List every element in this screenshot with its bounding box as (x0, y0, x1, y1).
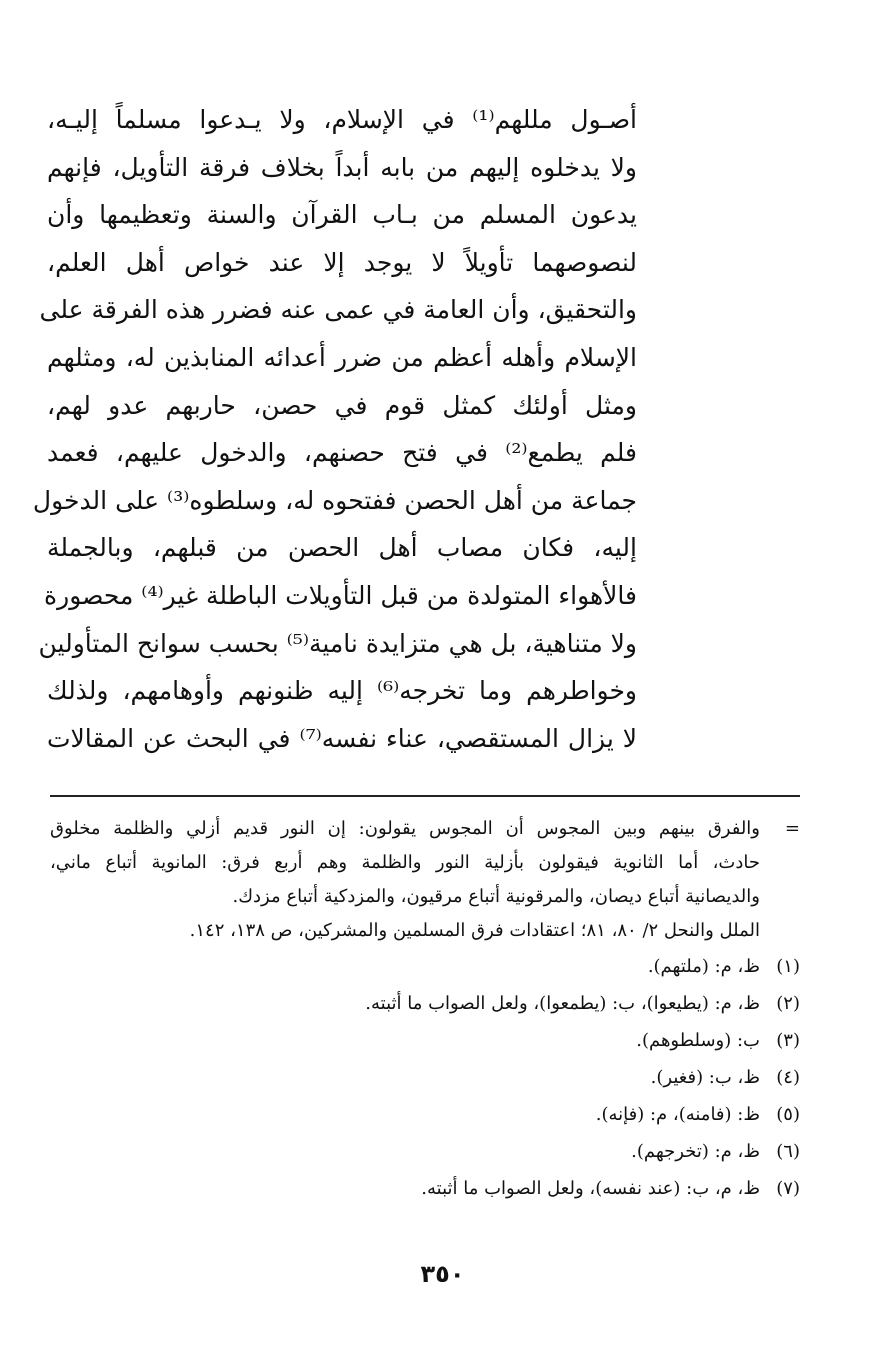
main-text-line: ولا متناهية، بل هي متزايدة نامية⁽⁵⁾ بحسب سوانح المتأولين (38, 628, 637, 658)
footnote-item (50, 985, 800, 1022)
footnote-continuation-line: والفرق بينهم وبين المجوس أن المجوس يقولون: إن النور قديم أزلي والظلمة مخلوق (50, 818, 760, 839)
main-text-line: الإسلام وأهله أعظم من ضرر أعدائه المنابذين له، ومثلهم (47, 342, 637, 372)
main-text-line: فالأهواء المتولدة من قبل التأويلات الباطلة غير⁽⁴⁾ محصورة (44, 580, 637, 610)
footnote-text: ظ، م: (تخرجهم). (631, 1141, 760, 1162)
footnote-item (50, 1133, 800, 1170)
main-text-line: يدعون المسلم من بـاب القرآن والسنة وتعظيمها وأن (47, 200, 637, 230)
footnote-number: (٤) (776, 1067, 800, 1088)
footnote-number: (٧) (776, 1178, 800, 1199)
footnote-text: ظ: (فامنه)، م: (فإنه). (595, 1104, 760, 1125)
footnote-item (50, 948, 800, 985)
main-text-block (32, 96, 637, 762)
main-text-line: أصـول مللهم⁽¹⁾ في الإسلام، ولا يـدعوا مسلماً إليـه، (47, 105, 637, 134)
main-text-line: فلم يطمع⁽²⁾ في فتح حصنهم، والدخول عليهم، فعمد (47, 438, 637, 468)
footnote-item (50, 1022, 800, 1059)
footnote-number: (٢) (776, 993, 800, 1014)
main-text-line: إليه، فكان مصاب أهل الحصن من قبلهم، وبالجملة (47, 533, 637, 563)
page-number: ٣٥٠ (420, 1260, 465, 1288)
main-text-line: لا يزال المستقصي، عناء نفسه⁽⁷⁾ في البحث عن المقالات (47, 723, 637, 753)
footnote-continuation-line: والديصانية أتباع ديصان، والمرقونية أتباع مرقيون، والمزدكية أتباع مزدك. (232, 886, 760, 907)
continuation-marker: = (784, 818, 800, 839)
footnote-item (50, 1096, 800, 1133)
footnote-number: (١) (776, 956, 800, 977)
main-text-line: وخواطرهم وما تخرجه⁽⁶⁾ إليه ظنونهم وأوهامهم، ولذلك (47, 676, 637, 706)
main-text-line: لنصوصهما تأويلاً لا يوجد إلا عند خواص أهل العلم، (47, 247, 637, 277)
footnote-text: ظ، م: (يطيعوا)، ب: (يطمعوا)، ولعل الصواب ما أثبته. (365, 993, 760, 1014)
footnote-text: ظ، ب: (فغير). (650, 1067, 760, 1088)
footnote-number: (٦) (776, 1141, 800, 1162)
main-text-line: ولا يدخلوه إليهم من بابه أبداً بخلاف فرقة التأويل، فإنهم (47, 152, 637, 182)
footnote-continuation-line: حادث، أما الثانوية فيقولون بأزلية النور والظلمة وهم أربع فرق: المانوية أتباع ماني، (50, 852, 760, 873)
footnote-continuation (50, 812, 800, 948)
main-text-line: ومثل أولئك كمثل قوم في حصن، حاربهم عدو لهم، (47, 390, 637, 420)
footnote-item (50, 1059, 800, 1096)
footnote-continuation-line: الملل والنحل ٢/ ٨٠، ٨١؛ اعتقادات فرق المسلمين والمشركين، ص ١٣٨، ١٤٢. (189, 920, 760, 941)
footnote-item (50, 1170, 800, 1207)
footnote-number: (٥) (776, 1104, 800, 1125)
footnote-text: ب: (وسلطوهم). (636, 1030, 760, 1051)
footnote-text: ظ، م: (ملتهم). (647, 956, 760, 977)
footnote-text: ظ، م، ب: (عند نفسه)، ولعل الصواب ما أثبته. (421, 1178, 760, 1199)
footnotes-section (50, 812, 800, 1207)
main-text-line: والتحقيق، وأن العامة في عمى عنه فضرر هذه الفرقة على (39, 295, 637, 325)
footnote-divider (50, 795, 800, 797)
footnote-number: (٣) (776, 1030, 800, 1051)
main-text-line: جماعة من أهل الحصن ففتحوه له، وسلطوه⁽³⁾ على الدخول (32, 485, 637, 515)
